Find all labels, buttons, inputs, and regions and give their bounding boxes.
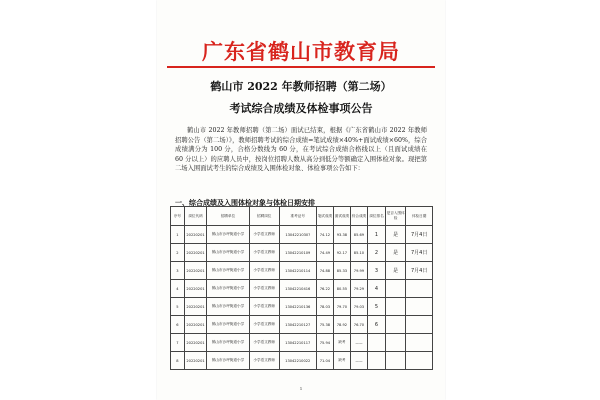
- table-cell: 92.17: [333, 244, 350, 262]
- table-cell: 鹤山市沙坪街道小学: [207, 298, 250, 316]
- table-row: [171, 244, 433, 262]
- table-cell: 小学语文教师: [249, 226, 279, 244]
- table-row: [171, 298, 433, 316]
- table-cell: 鹤山市沙坪街道小学: [207, 262, 250, 280]
- table-row: [171, 226, 433, 244]
- table-cell: [406, 334, 433, 352]
- table-cell: 7月4日: [406, 226, 433, 244]
- table-row: [171, 334, 433, 352]
- table-cell: 78.92: [333, 316, 350, 334]
- table-cell: 13042210416: [279, 280, 316, 298]
- table-cell: 13042210136: [279, 298, 316, 316]
- table-cell: 小学语文教师: [249, 334, 279, 352]
- table-cell: [367, 352, 385, 370]
- table-cell: 74.12: [316, 226, 333, 244]
- table-row: [171, 316, 433, 334]
- table-cell: 小学语文教师: [249, 280, 279, 298]
- col-header: 面试成绩: [333, 207, 350, 226]
- col-header: 综合成绩: [350, 207, 367, 226]
- col-header: 岗位排名: [367, 207, 385, 226]
- table-cell: 20220201: [184, 226, 206, 244]
- table-cell: 3: [171, 262, 185, 280]
- col-header: 序号: [171, 207, 185, 226]
- table-cell: 78.03: [316, 298, 333, 316]
- table-cell: 76.22: [316, 280, 333, 298]
- col-header: 是否入围体检: [386, 207, 406, 226]
- notice-title: 鹤山市 2022 年教师招聘（第二场）: [210, 80, 392, 93]
- table-cell: 是: [386, 226, 406, 244]
- table-cell: 20220201: [184, 316, 206, 334]
- table-cell: 80.55: [333, 280, 350, 298]
- table-cell: 71.04: [316, 352, 333, 370]
- col-header: 准考证号: [279, 207, 316, 226]
- table-cell: 13042210109: [279, 244, 316, 262]
- col-header: 招聘单位: [207, 207, 250, 226]
- table-cell: 7: [171, 334, 185, 352]
- table-cell: 1: [171, 226, 185, 244]
- table-cell: 小学语文教师: [249, 316, 279, 334]
- table-cell: 5: [367, 298, 385, 316]
- table-cell: 85.69: [350, 226, 367, 244]
- table-cell: 13042210114: [279, 262, 316, 280]
- table-cell: 85.33: [333, 262, 350, 280]
- table-cell: 20220201: [184, 334, 206, 352]
- table-cell: 79.29: [350, 280, 367, 298]
- table-cell: [386, 334, 406, 352]
- table-cell: 79.70: [333, 298, 350, 316]
- table-cell: 4: [367, 280, 385, 298]
- col-header: 体检日期: [406, 207, 433, 226]
- table-cell: 4: [171, 280, 185, 298]
- table-cell: 鹤山市沙坪街道小学: [207, 352, 250, 370]
- notice-subtitle: 考试综合成绩及体检事项公告: [229, 102, 373, 115]
- col-header: 笔试成绩: [316, 207, 333, 226]
- table-cell: 鹤山市沙坪街道小学: [207, 280, 250, 298]
- table-cell: 2: [171, 244, 185, 262]
- table-cell: 85.10: [350, 244, 367, 262]
- table-cell: 5: [171, 298, 185, 316]
- letterhead-title: 广东省鹤山市教育局: [202, 39, 400, 64]
- table-cell: [406, 298, 433, 316]
- table-cell: 75.94: [316, 334, 333, 352]
- body-paragraph: 鹤山市 2022 年教师招聘（第二场）面试已结束，根据《广东省鹤山市 2022 年教师招聘公告（第二场）》，教师招聘考试的综合成绩=笔试成绩×40%+面试成绩×60%，综合成绩满分为 100 分，合格分数线为 60 分，在考试综合成绩合格线以上（且面试成绩在 60 分以上）的应聘人员中，按岗位招聘人数从高分到低分等额确定入围体检对象。现把第二场入围面试考生的综合成绩及入围体检对象、体检事项公告如下：: [175, 127, 427, 173]
- table-cell: 75.38: [316, 316, 333, 334]
- table-cell: 小学语文教师: [249, 352, 279, 370]
- table-cell: 13042210022: [279, 352, 316, 370]
- letterhead-divider: [167, 66, 435, 68]
- table-cell: 1304221030?: [279, 226, 316, 244]
- table-cell: 鹤山市沙坪街道小学: [207, 244, 250, 262]
- table-cell: [386, 352, 406, 370]
- table-header-row: [171, 207, 433, 226]
- table-cell: 小学语文教师: [249, 298, 279, 316]
- table-cell: 缺考: [333, 334, 350, 352]
- col-header: 招聘岗位: [249, 207, 279, 226]
- col-header: 岗位代码: [184, 207, 206, 226]
- section-heading: 一、综合成绩及入围体检对象与体检日期安排: [175, 198, 315, 207]
- table-cell: 79.03: [350, 298, 367, 316]
- table-cell: 20220201: [184, 298, 206, 316]
- table-cell: [406, 280, 433, 298]
- table-cell: 93.38: [333, 226, 350, 244]
- table-cell: 79.99: [350, 262, 367, 280]
- table-cell: 20220201: [184, 244, 206, 262]
- table-cell: 7月4日: [406, 262, 433, 280]
- table-cell: ——: [350, 352, 367, 370]
- results-table: [170, 206, 433, 370]
- table-cell: 小学语文教师: [249, 262, 279, 280]
- table-cell: 20220201: [184, 280, 206, 298]
- table-cell: ——: [350, 334, 367, 352]
- table-cell: 74.88: [316, 262, 333, 280]
- table-cell: [386, 280, 406, 298]
- table-cell: 2: [367, 244, 385, 262]
- table-cell: [367, 334, 385, 352]
- table-row: [171, 352, 433, 370]
- page-number: 1: [299, 386, 303, 391]
- table-cell: 3: [367, 262, 385, 280]
- table-cell: 7月4日: [406, 244, 433, 262]
- table-cell: 是: [386, 262, 406, 280]
- table-cell: 13042210117: [279, 334, 316, 352]
- table-cell: 20220201: [184, 262, 206, 280]
- table-cell: [386, 298, 406, 316]
- table-cell: 鹤山市沙坪街道小学: [207, 226, 250, 244]
- table-cell: 8: [171, 352, 185, 370]
- table-cell: 缺考: [333, 352, 350, 370]
- table-cell: [386, 316, 406, 334]
- table-cell: 76.70: [350, 316, 367, 334]
- document-page: [157, 0, 445, 400]
- table-row: [171, 280, 433, 298]
- table-cell: 6: [171, 316, 185, 334]
- table-cell: [406, 316, 433, 334]
- table-cell: 74.49: [316, 244, 333, 262]
- table-cell: 6: [367, 316, 385, 334]
- table-cell: 是: [386, 244, 406, 262]
- table-cell: 13042210127: [279, 316, 316, 334]
- table-cell: 小学语文教师: [249, 244, 279, 262]
- table-cell: [406, 352, 433, 370]
- table-cell: 鹤山市沙坪街道小学: [207, 316, 250, 334]
- table-cell: 20220201: [184, 352, 206, 370]
- table-cell: 1: [367, 226, 385, 244]
- table-row: [171, 262, 433, 280]
- table-cell: 鹤山市沙坪街道小学: [207, 334, 250, 352]
